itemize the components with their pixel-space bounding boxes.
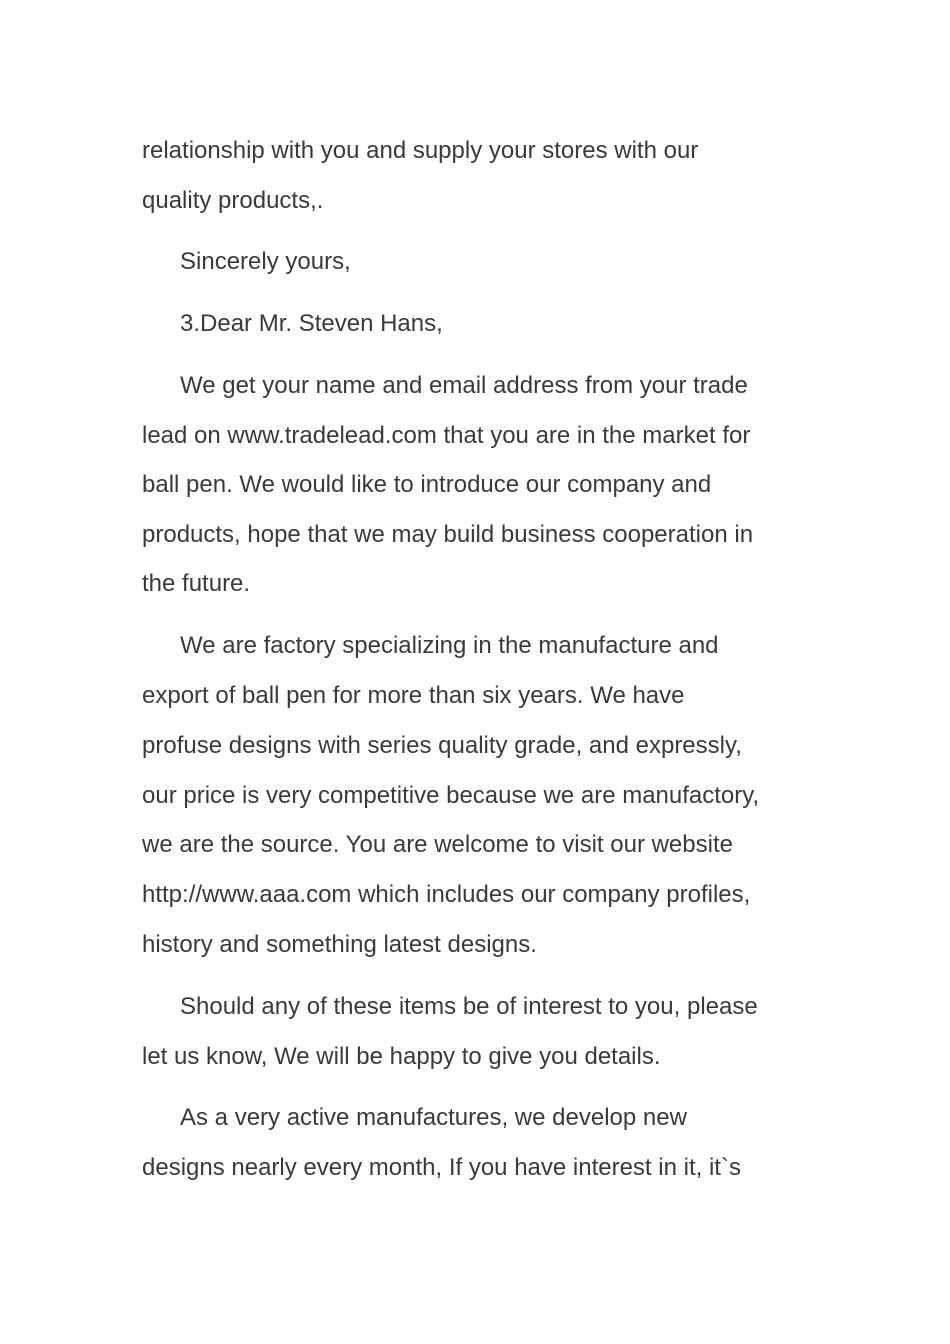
text-line: let us know, We will be happy to give you details. — [142, 1043, 661, 1070]
text-line: history and something latest designs. — [142, 931, 537, 958]
text-line: we are the source. You are welcome to visit our website — [142, 831, 733, 858]
text-line: designs nearly every month, If you have interest in it, it`s — [142, 1154, 741, 1181]
text-line: We get your name and email address from your trade — [180, 372, 748, 399]
text-line: ball pen. We would like to introduce our company and — [142, 471, 712, 498]
text-line: products, hope that we may build business cooperation in — [142, 521, 754, 548]
text-line: relationship with you and supply your stores with our — [142, 137, 699, 164]
text-line: We are factory specializing in the manufacture and — [180, 632, 719, 659]
text-line: export of ball pen for more than six years. We have — [142, 682, 685, 709]
text-line: As a very active manufactures, we develop new — [180, 1104, 687, 1131]
closing-line: Sincerely yours, — [180, 248, 351, 275]
salutation-line: 3.Dear Mr. Steven Hans, — [180, 310, 443, 337]
text-line: Should any of these items be of interest to you, please — [180, 993, 758, 1020]
text-line: profuse designs with series quality grade, and expressly, — [142, 732, 742, 759]
text-line: http://www.aaa.com which includes our company profiles, — [142, 881, 751, 908]
text-line: quality products,. — [142, 187, 324, 214]
text-line: lead on www.tradelead.com that you are in the market for — [142, 422, 751, 449]
text-line: our price is very competitive because we are manufactory, — [142, 782, 760, 809]
text-line: the future. — [142, 570, 251, 597]
